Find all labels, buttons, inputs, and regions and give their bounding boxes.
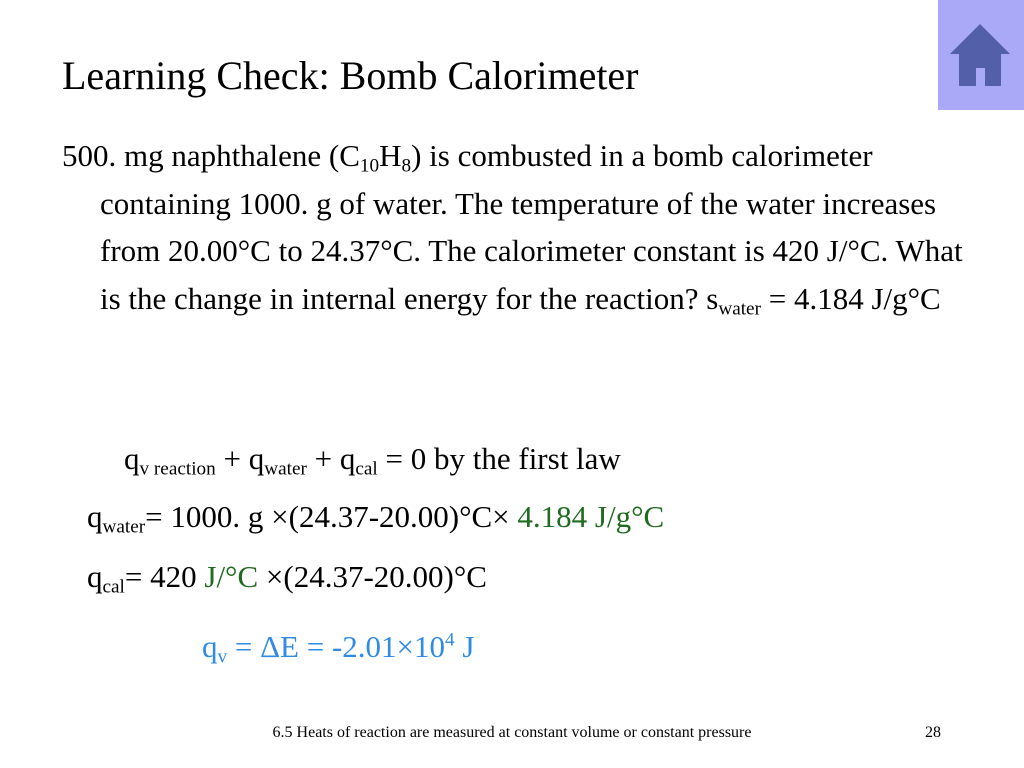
problem-statement: 500. mg naphthalene $(C_{10}H_8)$ is combusted in a bomb calorimeter containing 1000. g of water. The temperature of the water increases from 20.00°C to 24.37°C. The calorimeter constant is 420 J/°C. What is the change in internal energy for the reaction? $s_{water} = 4.184$ J/g°C	[62, 138, 963, 319]
q-cal-equation: $q_{cal}= 420$ J/°C ×(24.37-20.00)°C	[87, 559, 487, 598]
page-number: 28	[925, 724, 941, 741]
slide-footer: 6.5 Heats of reaction are measured at constant volume or constant pressure	[272, 724, 752, 741]
slide-title: Learning Check: Bomb Calorimeter	[62, 53, 639, 98]
q-water-equation: $q_{water}= 1000$. g ×(24.37-20.00)°C× 4.184 J/g°C	[87, 499, 665, 538]
home-button[interactable]	[938, 0, 1024, 110]
result-equation: $q_v = \Delta E = -2.01\times 10^4$ J	[202, 629, 475, 668]
home-icon	[948, 22, 1012, 88]
first-law-equation: $q_{v reaction} + q_{water} + q_{cal} = 0$ by the first law	[124, 441, 621, 480]
